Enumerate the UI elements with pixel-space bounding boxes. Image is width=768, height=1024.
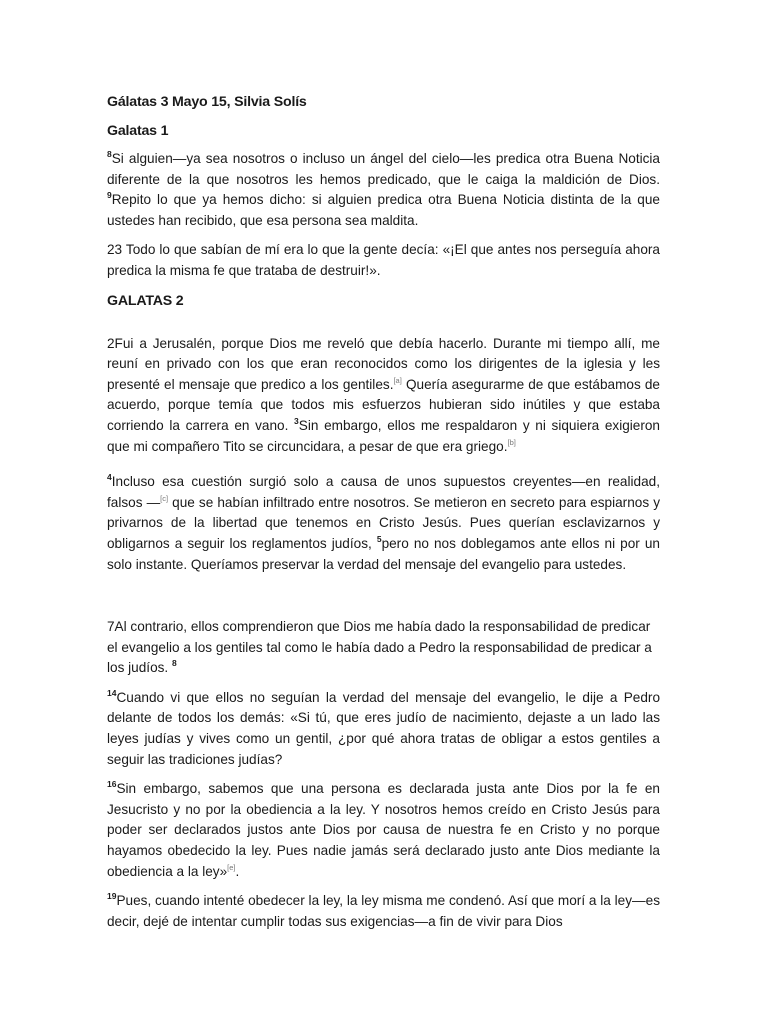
footnote-link-a[interactable]: [a] <box>393 375 402 385</box>
verse-number: 19 <box>107 891 117 902</box>
verse-text: Pues, cuando intenté obedecer la ley, la ley misma me condenó. Así que morí a la ley—es decir, dejé de intentar cumplir todas sus exigencias—a fin de vivir para Dios <box>107 893 660 929</box>
verse-text: pero no nos doblegamos ante ellos ni por un solo instante. Queríamos preservar la verdad del mensaje del evangelio para ustedes. <box>107 535 660 572</box>
verse-text: 7Al contrario, ellos comprendieron que Dios me había dado la responsabilidad de predicar el evangelio a los gentiles tal como le había dado a Pedro la responsabilidad de predicar a los judíos. <box>107 619 652 676</box>
verse-text: 23 Todo lo que sabían de mí era lo que la gente decía: «¡El que antes nos perseguía ahora predica la misma fe que trataba de destruir!». <box>107 242 660 278</box>
verse-text: que se habían infiltrado entre nosotros. Se metieron en secreto para espiarnos y privarnos de la libertad que tenemos en Cristo Jesús. Pues querían esclavizarnos y obligarnos a seguir los reglamentos judíos, <box>107 494 660 551</box>
verse-text: Incluso esa cuestión surgió solo a causa de unos supuestos creyentes—en realidad, falsos — <box>107 474 660 510</box>
spacer <box>107 584 660 617</box>
footnote-link-c[interactable]: [c] <box>160 493 169 503</box>
verse-text: Sin embargo, sabemos que una persona es declarada justa ante Dios por la fe en Jesucristo y no por la obediencia a la ley. Y nosotros hemos creído en Cristo Jesús para poder ser declarados justos ante Dios por causa de nuestra fe en Cristo y no porque hayamos obedecido la ley. Pues nadie jamás será declarado justo ante Dios mediante la obediencia a la ley» <box>107 781 660 879</box>
verse-number: 5 <box>376 533 382 544</box>
verse-number: 8 <box>107 149 112 159</box>
verse-number: 3 <box>294 415 299 426</box>
verse-number: 8 <box>172 658 177 669</box>
paragraph-verses-4-5 <box>107 472 660 575</box>
verse-text: Sin embargo, ellos me respaldaron y ni siquiera exigieron que mi compañero Tito se circuncidara, a pesar de que era griego. <box>107 417 660 454</box>
verse-text: Repito lo que ya hemos dicho: si alguien predica otra Buena Noticia distinta de la que ustedes han recibido, que esa persona sea maldita. <box>107 192 660 228</box>
section-heading-galatas-2: GALATAS 2 <box>107 292 184 309</box>
paragraph-verse-14 <box>107 688 660 770</box>
paragraph-verse-23 <box>107 240 660 281</box>
verse-number: 14 <box>107 687 117 698</box>
verse-text: Si alguien—ya sea nosotros o incluso un ángel del cielo—les predica otra Buena Noticia diferente de la que nosotros les hemos predicado, que le caiga la maldición de Dios. <box>107 151 660 187</box>
verse-text: . <box>235 863 240 879</box>
paragraph-verse-16 <box>107 779 660 882</box>
document-title: Gálatas 3 Mayo 15, Silvia Solís <box>107 94 307 110</box>
verse-text: Quería asegurarme de que estábamos de acuerdo, porque temía que todos mis esfuerzos hubieran sido inútiles y que estaba corriendo la carrera en vano. <box>107 376 660 433</box>
document-body <box>107 92 660 941</box>
verse-text: 2Fui a Jerusalén, porque Dios me reveló que debía hacerlo. Durante mi tiempo allí, me reuní en privado con los que eran reconocidos como los dirigentes de la iglesia y les presenté el mensaje que predico a los gentiles. <box>107 335 660 392</box>
verse-number: 9 <box>107 190 112 201</box>
verse-text: Cuando vi que ellos no seguían la verdad del mensaje del evangelio, le dije a Pedro delante de todos los demás: «Si tú, que eres judío de nacimiento, dejaste a un lado las leyes judías y vives como un gentil, ¿por qué ahora tratas de obligar a estos gentiles a seguir las tradiciones judías? <box>107 689 660 767</box>
section-heading-galatas-1: Galatas 1 <box>107 123 169 139</box>
verse-number: 4 <box>107 472 112 483</box>
footnote-link-e[interactable]: [e] <box>227 862 236 872</box>
footnote-link-b[interactable]: [b] <box>507 437 516 447</box>
paragraph-verses-7-8 <box>107 617 660 679</box>
paragraph-verses-2-3 <box>107 334 660 458</box>
paragraph-verses-8-9 <box>107 149 660 231</box>
paragraph-verse-19 <box>107 891 660 932</box>
verse-number: 16 <box>107 779 117 790</box>
